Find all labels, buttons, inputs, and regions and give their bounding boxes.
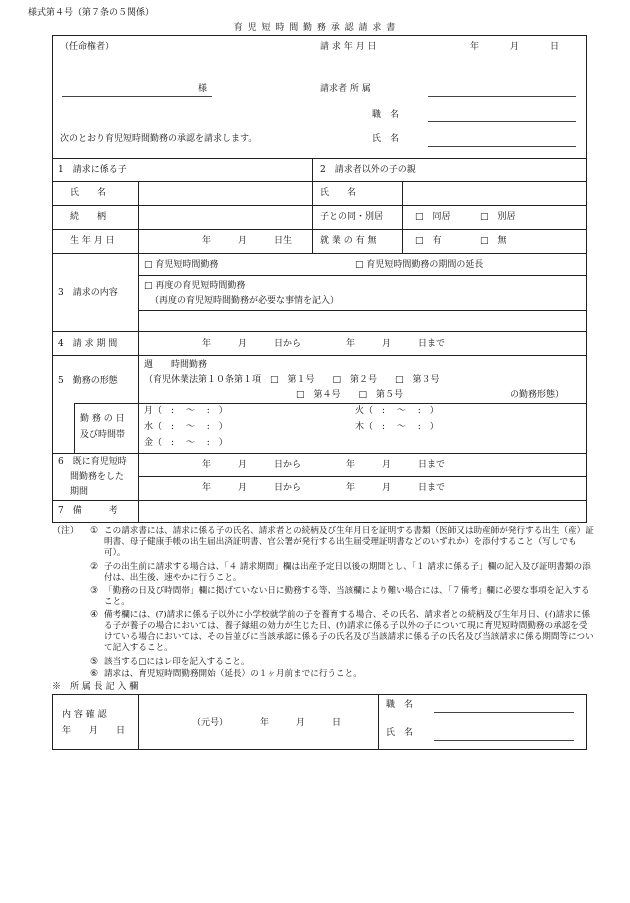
monday-hours: 月（ : 〜 : ） (144, 406, 228, 416)
form-number: 様式第４号（第７条の５関係） (28, 8, 155, 18)
work-days-label-1: 勤 務 の 日 (80, 414, 125, 424)
supervisor-name-label: 氏 名 (386, 728, 414, 738)
employment-yes-checkbox[interactable]: □ 有 (415, 236, 442, 246)
note5-mark: ⑤ (90, 657, 99, 667)
gengo-label: （元号） (192, 718, 229, 728)
supervisor-position-label: 職 名 (386, 700, 414, 710)
notes-heading: （注） (52, 526, 80, 536)
work-days-label-2: 及び時間帯 (80, 430, 126, 440)
section5-label: 5 勤務の形態 (58, 376, 118, 386)
note-3: 「勤務の日及び時間帯」欄に掲げていない日に勤務する等、当該欄により難い場合には、「７備考」欄に必要な事項を記入すること。 (104, 586, 590, 607)
wednesday-hours: 水（ : 〜 : ） (144, 422, 228, 432)
note-4: 備考欄には、(ｱ)請求に係る子以外に小学校就学前の子を養育する場合、その氏名、請求者との続柄及び生年月日、(ｲ)請求に係る子が養子の場合においては、養子縁組の効力が生じた日、(ｳ)請求に係る子以外の子について現に育児短時間勤務の承認を受けている場合においては、その旨並びに当該承認に係る子の氏名及び当該請求に係る子の氏名及び当該請求に係る期間等について記入すること。 (104, 610, 594, 653)
note2-mark: ② (90, 562, 99, 572)
request-day: 日 (550, 42, 560, 52)
note4-mark: ④ (90, 610, 99, 620)
cohabit-separate-checkbox[interactable]: □ 別居 (480, 212, 516, 222)
thursday-hours: 木（ : 〜 : ） (355, 422, 439, 432)
option-extension[interactable]: □ 育児短時間勤務の期間の延長 (355, 260, 484, 270)
note-6: 請求は、育児短時間勤務開始（延長）の１ヶ月前までに行うこと。 (104, 669, 362, 679)
note-5: 該当する□にはレ印を記入すること。 (104, 657, 250, 667)
section4-label: 4 請 求 期 間 (58, 339, 118, 349)
supervisor-position-field[interactable] (434, 712, 574, 713)
note3-mark: ③ (90, 586, 99, 596)
request-month: 月 (510, 42, 520, 52)
affiliation-field[interactable] (428, 96, 576, 97)
section7-label: 7 備 考 (58, 506, 118, 516)
section3-label: 3 請求の内容 (58, 288, 118, 298)
work-form-end: の勤務形態） (510, 390, 565, 400)
affiliation-label: 請求者 所 属 (320, 84, 371, 94)
past-period-1: 年 月 日から 年 月 日まで (202, 460, 446, 470)
supervisor-name-field[interactable] (434, 740, 574, 741)
section6-label-3: 期間 (70, 487, 89, 497)
note-1: この請求書には、請求に係る子の氏名、請求者との続柄及び生年月日を証明する書類（医師又は助産師が発行する出生（産）証明書、母子健康手帳の出生届出済証明書、官公署が発行する出生届受理証明書などのいずれか）を添付すること（写しでも可）。 (104, 526, 594, 558)
note1-mark: ① (90, 526, 99, 536)
request-year: 年 (470, 42, 480, 52)
employment-label: 就 業 の 有 無 (320, 236, 377, 246)
name-label: 氏 名 (372, 134, 400, 144)
option-short-time-work[interactable]: □ 育児短時間勤務 (144, 260, 219, 270)
cohabit-same-checkbox[interactable]: □ 同居 (415, 212, 451, 222)
work-form-law: （育児休業法第１０条第１項 □ 第１号 □ 第２号 □ 第３号 (144, 375, 440, 385)
tuesday-hours: 火（ : 〜 : ） (355, 406, 439, 416)
main-table (52, 35, 587, 523)
note6-mark: ⑥ (90, 669, 99, 679)
note-2: 子の出生前に請求する場合は、「４ 請求期間」欄は出産予定日以後の期間とし、「１ 請求に係る子」欄の記入及び証明書類の添付は、出生後、速やかに行うこと。 (104, 562, 591, 583)
friday-hours: 金（ : 〜 : ） (144, 438, 228, 448)
child-birth-value: 年 月 日生 (202, 236, 293, 246)
position-label: 職 名 (372, 110, 400, 120)
confirm-date-value: 年 月 日 (260, 718, 342, 728)
supervisor-heading: ※ 所 属 長 記 入 欄 (52, 682, 139, 692)
employment-no-checkbox[interactable]: □ 無 (480, 236, 507, 246)
weekly-hours: 週 時間勤務 (144, 360, 208, 370)
sama-label: 様 (198, 84, 208, 94)
section2-heading: 2 請求者以外の子の親 (320, 165, 416, 175)
request-period-value: 年 月 日から 年 月 日まで (202, 339, 446, 349)
request-date-label: 請 求 年 月 日 (320, 42, 377, 52)
appointer-label: （任命権者） (60, 42, 115, 52)
section6-label-1: 6 既に育児短時 (58, 457, 127, 467)
past-period-2: 年 月 日から 年 月 日まで (202, 483, 446, 493)
section1-heading: 1 請求に係る子 (58, 165, 127, 175)
section6-label-2: 間勤務をした (70, 472, 125, 482)
child-name-label: 氏 名 (70, 188, 107, 198)
confirm-label: 内 容 確 認 (62, 710, 107, 720)
appointer-name-line (62, 96, 212, 97)
request-statement: 次のとおり育児短時間勤務の承認を請求します。 (60, 134, 258, 144)
child-relation-label: 続 柄 (70, 212, 107, 222)
child-birth-label: 生 年 月 日 (70, 236, 115, 246)
confirm-date-label: 年 月 日 (62, 726, 126, 736)
work-form-items: □ 第４号 □ 第５号 (296, 390, 404, 400)
parent-name-label: 氏 名 (320, 188, 357, 198)
option-repeat-note: （再度の育児短時間勤務が必要な事情を記入） (150, 296, 340, 306)
name-field[interactable] (428, 146, 576, 147)
form-title: 育 児 短 時 間 勤 務 承 認 請 求 書 (233, 23, 397, 33)
option-repeat[interactable]: □ 再度の育児短時間勤務 (144, 281, 246, 291)
cohabit-label: 子との同・別居 (320, 212, 384, 222)
position-field[interactable] (428, 121, 576, 122)
